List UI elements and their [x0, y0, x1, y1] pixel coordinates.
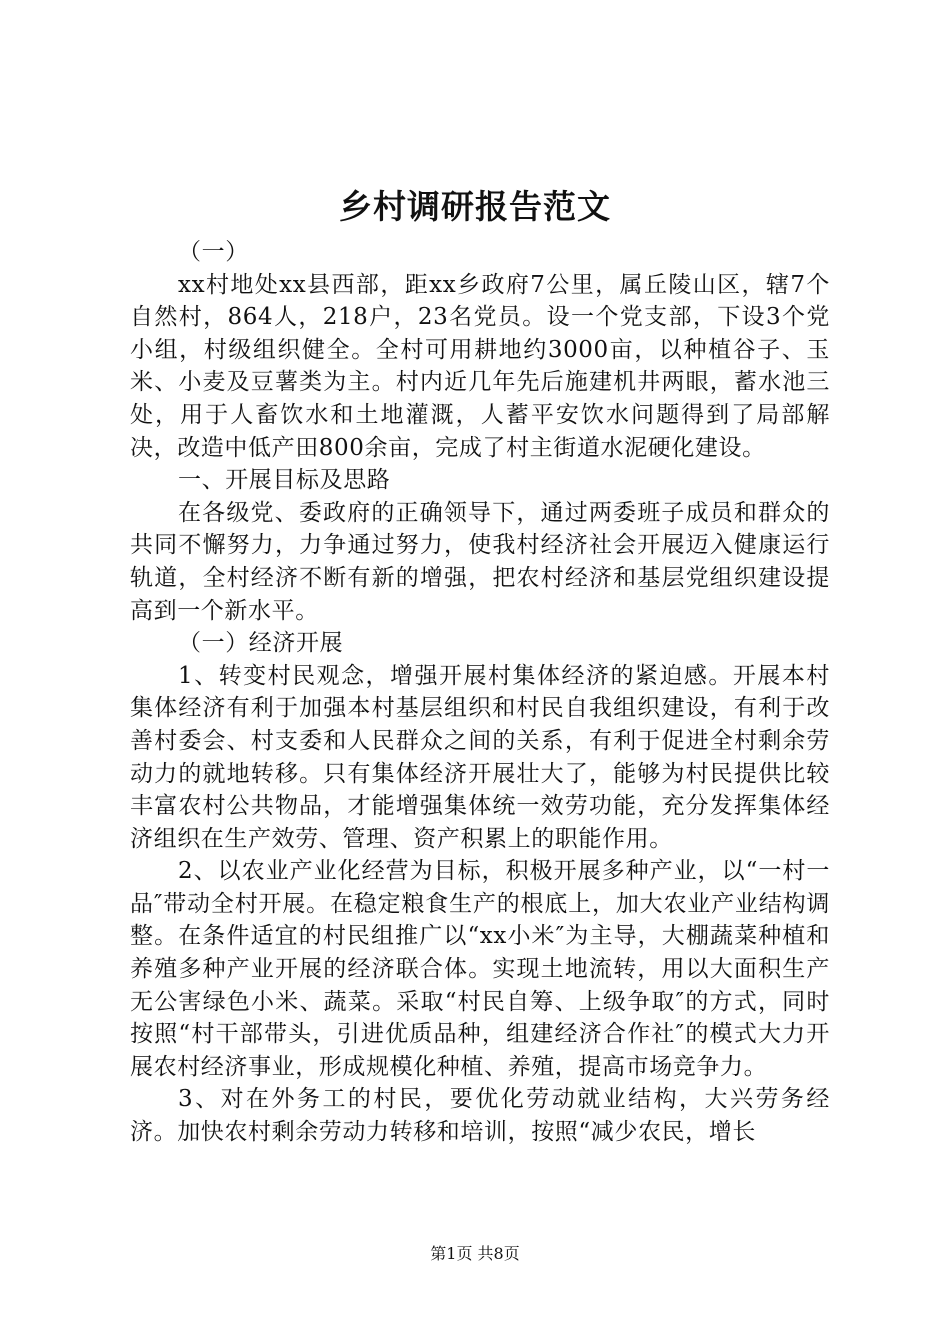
- heading-economic-development: （一）经济开展: [178, 630, 344, 657]
- paragraph-section-marker: （一）: [178, 239, 249, 265]
- heading-goals-and-ideas: 一、开展目标及思路: [178, 467, 391, 494]
- paragraph-point-3: 3、对在外务工的村民，要优化劳动就业结构，大兴劳务经济。加快农村剩余劳动力转移和培训，按照“减少农民，增长: [130, 1086, 830, 1146]
- paragraph-point-1: 1、转变村民观念，增强开展村集体经济的紧迫感。开展本村集体经济有利于加强本村基层组织和村民自我组织建设，有利于改善村委会、村支委和人民群众之间的关系，有利于促进全村剩余劳动力的就地转移。只有集体经济开展壮大了，能够为村民提供比较丰富农村公共物品，才能增强集体统一效劳功能，充分发挥集体经济组织在生产效劳、管理、资产积累上的职能作用。: [130, 662, 830, 852]
- page-number-footer: 第1页 共8页: [430, 1244, 520, 1263]
- page-title: 乡村调研报告范文: [339, 187, 611, 226]
- paragraph-goals: 在各级党、委政府的正确领导下，通过两委班子成员和群众的共同不懈努力，力争通过努力，使我村经济社会开展迈入健康运行轨道，全村经济不断有新的增强，把农村经济和基层党组织建设提高到一个新水平。: [130, 499, 830, 624]
- paragraph-point-2: 2、以农业产业化经营为目标，积极开展多种产业，以“一村一品″带动全村开展。在稳定粮食生产的根底上，加大农业产业结构调整。在条件适宜的村民组推广以“xx小米″为主导，大棚蔬菜种植和养殖多种产业开展的经济联合体。实现土地流转，用以大面积生产无公害绿色小米、蔬菜。采取“村民自筹、上级争取″的方式，同时按照“村干部带头，引进优质品种，组建经济合作社″的模式大力开展农村经济事业，形成规模化种植、养殖，提高市场竞争力。: [130, 858, 830, 1080]
- document-body: [130, 236, 830, 1149]
- paragraph-village-overview: xx村地处xx县西部，距xx乡政府7公里，属丘陵山区，辖7个自然村，864人，218户，23名党员。设一个党支部，下设3个党小组，村级组织健全。全村可用耕地约3000亩，以种植谷子、玉米、小麦及豆薯类为主。村内近几年先后施建机井两眼，蓄水池三处，用于人畜饮水和土地灌溉，人蓄平安饮水问题得到了局部解决，改造中低产田800余亩，完成了村主街道水泥硬化建设。: [130, 271, 830, 461]
